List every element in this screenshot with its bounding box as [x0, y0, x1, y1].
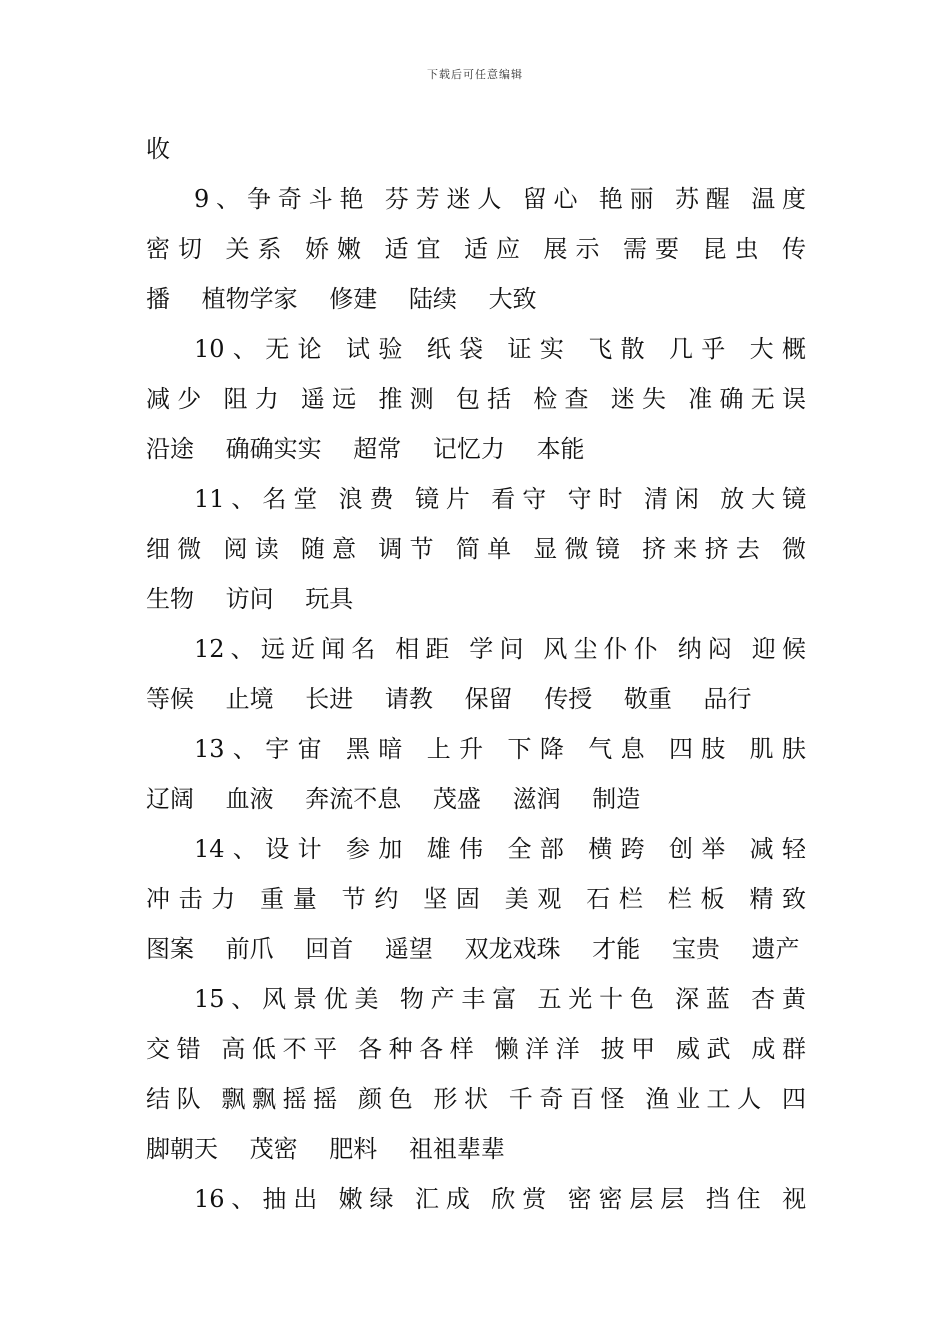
vocabulary-word: 温度 — [751, 185, 807, 213]
vocabulary-word: 修建 — [329, 285, 378, 313]
vocabulary-word: 威武 — [675, 1035, 738, 1063]
vocabulary-word: 品行 — [703, 685, 752, 713]
vocabulary-word: 形状 — [433, 1085, 495, 1113]
text-line — [146, 1074, 806, 1124]
vocabulary-word: 娇嫩 — [305, 235, 369, 263]
vocabulary-word: 证实 — [507, 335, 573, 363]
vocabulary-word: 懒洋洋 — [494, 1035, 587, 1063]
vocabulary-word: 肌肤 — [749, 735, 807, 763]
vocabulary-word: 脚朝天 — [146, 1135, 218, 1163]
vocabulary-word: 五光十色 — [537, 985, 661, 1013]
vocabulary-word: 迎候 — [751, 635, 806, 663]
text-line — [146, 574, 806, 624]
vocabulary-word: 雄伟 — [426, 835, 492, 863]
vocabulary-word: 传授 — [544, 685, 593, 713]
vocabulary-word: 滋润 — [512, 785, 561, 813]
vocabulary-word: 遥望 — [384, 935, 433, 963]
document-body — [146, 124, 806, 1224]
text-line — [146, 1174, 806, 1224]
vocabulary-word: 镜片 — [414, 485, 477, 513]
vocabulary-word: 适应 — [464, 235, 528, 263]
text-line — [146, 224, 806, 274]
vocabulary-word: 止境 — [225, 685, 274, 713]
vocabulary-word: 16、抽出 — [194, 1185, 325, 1213]
text-line — [146, 1124, 806, 1174]
vocabulary-word: 清闲 — [643, 485, 706, 513]
vocabulary-word: 汇成 — [414, 1185, 477, 1213]
vocabulary-word: 祖祖辈辈 — [408, 1135, 505, 1163]
vocabulary-word: 确确实实 — [225, 435, 322, 463]
vocabulary-word: 渔业工人 — [645, 1085, 768, 1113]
vocabulary-word: 辽阔 — [146, 785, 194, 813]
vocabulary-word: 制造 — [592, 785, 641, 813]
text-line — [146, 324, 806, 374]
vocabulary-word: 茂盛 — [432, 785, 481, 813]
vocabulary-word: 等候 — [146, 685, 194, 713]
vocabulary-word: 长进 — [305, 685, 354, 713]
vocabulary-word: 深蓝 — [675, 985, 737, 1013]
vocabulary-word: 栏板 — [667, 885, 734, 913]
vocabulary-word: 需要 — [623, 235, 687, 263]
vocabulary-word: 大致 — [488, 285, 537, 313]
vocabulary-word: 千奇百怪 — [508, 1085, 632, 1113]
vocabulary-word: 几乎 — [668, 335, 734, 363]
vocabulary-word: 包括 — [455, 385, 519, 413]
vocabulary-word: 看守 — [491, 485, 554, 513]
vocabulary-word: 节约 — [341, 885, 407, 913]
vocabulary-word: 成群 — [751, 1035, 806, 1063]
text-line — [146, 724, 806, 774]
vocabulary-word: 试验 — [346, 335, 411, 363]
vocabulary-word: 随意 — [300, 535, 364, 563]
vocabulary-word: 昆虫 — [702, 235, 767, 263]
vocabulary-word: 结队 — [146, 1085, 208, 1113]
vocabulary-word: 遗产 — [751, 935, 800, 963]
vocabulary-word: 创举 — [668, 835, 734, 863]
vocabulary-word: 减轻 — [749, 835, 807, 863]
text-line — [146, 774, 806, 824]
vocabulary-word: 各种各样 — [357, 1035, 481, 1063]
vocabulary-word: 迷失 — [610, 385, 674, 413]
vocabulary-word: 15、风景优美 — [194, 985, 386, 1013]
vocabulary-word: 守时 — [567, 485, 630, 513]
vocabulary-word: 全部 — [507, 835, 573, 863]
vocabulary-word: 欣赏 — [491, 1185, 554, 1213]
vocabulary-word: 下降 — [507, 735, 573, 763]
vocabulary-word: 交错 — [146, 1035, 208, 1063]
text-line — [146, 974, 806, 1024]
vocabulary-word: 超常 — [353, 435, 402, 463]
text-line — [146, 874, 806, 924]
vocabulary-word: 调节 — [378, 535, 441, 563]
vocabulary-word: 检查 — [533, 385, 596, 413]
vocabulary-word: 参加 — [346, 835, 411, 863]
vocabulary-word: 展示 — [543, 235, 608, 263]
vocabulary-word: 宝贵 — [671, 935, 720, 963]
vocabulary-word: 9、争奇斗艳 — [194, 185, 371, 213]
text-line — [146, 824, 806, 874]
vocabulary-word: 13、宇宙 — [194, 735, 330, 763]
vocabulary-word: 细微 — [146, 535, 209, 563]
vocabulary-word: 陆续 — [408, 285, 457, 313]
text-line — [146, 274, 806, 324]
vocabulary-word: 微 — [782, 535, 806, 563]
vocabulary-word: 物产丰富 — [399, 985, 524, 1013]
vocabulary-word: 挤来挤去 — [642, 535, 768, 563]
text-line — [146, 124, 806, 174]
vocabulary-word: 保留 — [464, 685, 513, 713]
vocabulary-word: 前爪 — [225, 935, 274, 963]
vocabulary-word: 黑暗 — [346, 735, 411, 763]
vocabulary-word: 简单 — [455, 535, 519, 563]
text-line — [146, 174, 806, 224]
vocabulary-word: 才能 — [592, 935, 641, 963]
vocabulary-word: 横跨 — [588, 835, 653, 863]
vocabulary-word: 纳闷 — [677, 635, 739, 663]
vocabulary-word: 播 — [146, 285, 170, 313]
vocabulary-word: 视 — [782, 1185, 807, 1213]
vocabulary-word: 放大镜 — [720, 485, 807, 513]
vocabulary-word: 芬芳迷人 — [384, 185, 509, 213]
vocabulary-word: 精致 — [749, 885, 806, 913]
vocabulary-word: 11、名堂 — [194, 485, 325, 513]
vocabulary-word: 冲击力 — [146, 885, 244, 913]
vocabulary-word: 图案 — [146, 935, 194, 963]
vocabulary-word: 准确无误 — [688, 385, 806, 413]
vocabulary-word: 10、无论 — [194, 335, 330, 363]
vocabulary-word: 苏醒 — [675, 185, 737, 213]
vocabulary-word: 血液 — [225, 785, 274, 813]
vocabulary-word: 留心 — [522, 185, 585, 213]
vocabulary-word: 气息 — [588, 735, 653, 763]
vocabulary-word: 大概 — [749, 335, 807, 363]
vocabulary-word: 浪费 — [338, 485, 401, 513]
text-line — [146, 474, 806, 524]
vocabulary-word: 生物 — [146, 585, 194, 613]
vocabulary-word: 上升 — [426, 735, 492, 763]
vocabulary-word: 推测 — [378, 385, 441, 413]
vocabulary-word: 颜色 — [357, 1085, 420, 1113]
vocabulary-word: 嫩绿 — [338, 1185, 401, 1213]
vocabulary-word: 双龙戏珠 — [464, 935, 561, 963]
vocabulary-word: 密切 — [146, 235, 210, 263]
vocabulary-word: 访问 — [225, 585, 274, 613]
vocabulary-word: 四 — [781, 1085, 806, 1113]
vocabulary-word: 减少 — [146, 385, 209, 413]
text-line — [146, 424, 806, 474]
vocabulary-word: 12、远近闻名 — [194, 635, 382, 663]
vocabulary-word: 敬重 — [623, 685, 672, 713]
vocabulary-word: 密密层层 — [567, 1185, 692, 1213]
vocabulary-word: 坚固 — [423, 885, 489, 913]
text-line — [146, 1024, 806, 1074]
text-line — [146, 524, 806, 574]
vocabulary-word: 收 — [146, 135, 170, 163]
vocabulary-word: 肥料 — [329, 1135, 378, 1163]
vocabulary-word: 遥远 — [300, 385, 364, 413]
vocabulary-word: 本能 — [536, 435, 585, 463]
vocabulary-word: 风尘仆仆 — [543, 635, 664, 663]
vocabulary-word: 杏黄 — [751, 985, 806, 1013]
vocabulary-word: 艳丽 — [598, 185, 661, 213]
vocabulary-word: 14、设计 — [194, 835, 330, 863]
text-line — [146, 374, 806, 424]
vocabulary-word: 玩具 — [305, 585, 354, 613]
vocabulary-word: 高低不平 — [221, 1035, 344, 1063]
vocabulary-word: 阻力 — [223, 385, 286, 413]
text-line — [146, 624, 806, 674]
text-line — [146, 674, 806, 724]
page-header: 下载后可任意编辑 — [427, 68, 523, 81]
vocabulary-word: 显微镜 — [533, 535, 628, 563]
vocabulary-word: 回首 — [305, 935, 354, 963]
vocabulary-word: 重量 — [260, 885, 326, 913]
vocabulary-word: 请教 — [384, 685, 433, 713]
vocabulary-word: 记忆力 — [432, 435, 505, 463]
vocabulary-word: 飘飘摇摇 — [221, 1085, 344, 1113]
vocabulary-word: 阅读 — [223, 535, 286, 563]
text-line — [146, 924, 806, 974]
vocabulary-word: 飞散 — [588, 335, 653, 363]
vocabulary-word: 美观 — [504, 885, 571, 913]
vocabulary-word: 沿途 — [146, 435, 194, 463]
vocabulary-word: 植物学家 — [201, 285, 298, 313]
vocabulary-word: 学问 — [469, 635, 530, 663]
vocabulary-word: 茂密 — [249, 1135, 298, 1163]
vocabulary-word: 相距 — [395, 635, 456, 663]
vocabulary-word: 奔流不息 — [305, 785, 402, 813]
vocabulary-word: 传 — [782, 235, 806, 263]
vocabulary-word: 挡住 — [705, 1185, 768, 1213]
vocabulary-word: 纸袋 — [426, 335, 492, 363]
vocabulary-word: 适宜 — [384, 235, 449, 263]
vocabulary-word: 披甲 — [600, 1035, 662, 1063]
vocabulary-word: 四肢 — [668, 735, 734, 763]
vocabulary-word: 石栏 — [586, 885, 652, 913]
vocabulary-word: 关系 — [225, 235, 290, 263]
